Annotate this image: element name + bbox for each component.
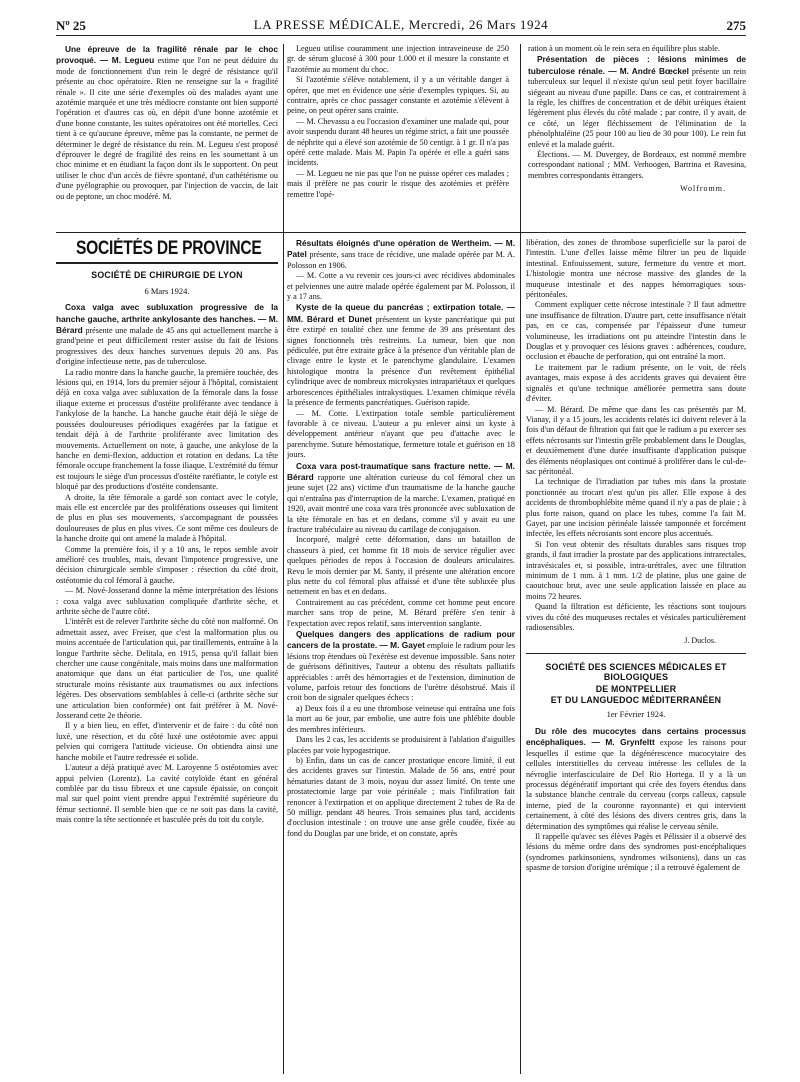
paragraph-text: L'auteur a déjà pratiqué avec M. Laroyenne 5 ostéotomies avec appui pelvien (Lorentz). La cavité cotyloïde étant en général comblée par du tissu fibreux et une capsule épaissie, on conçoit mal sur quel point vient prendre appui l'extrémité supérieure du fémur sectionné. Il semble bien que ce ne soit pas dans la cavité, mais contre la tête sectionnée et basculée près du toit du cotyle.: [56, 763, 278, 825]
issue-number: Nº 25: [56, 18, 86, 33]
paragraph-text: emploie le radium pour les lésions trop étendues où l'exérèse est devenue impossible. Sans noter de guérisons définitives, l'auteur a obtenu des résultats palliatifs appréciables : arrêt des hémorragies et de l'extension, diminution de volume, parfois retour des fonctions de l'urètre désobstrué. Mais il croit bon de signaler quelques échecs :: [287, 641, 515, 703]
paragraph-text: rapporte une altération curieuse du col fémoral chez un jeune sujet (22 ans) victime d'un traumatisme de la hanche gauche qui n'entraîna pas d'interruption de la marche. L'examen, pratiqué en 1920, avait montré une coxa vara très prononcée avec subluxation de la tête fémorale en bas et en dedans, comme s'il y avait eu une fracture trabéculaire au niveau du cartilage de conjugaison.: [287, 472, 515, 534]
paragraph: [287, 735, 515, 756]
bottom-column-3: [526, 238, 746, 1076]
column-rule: [283, 44, 284, 1074]
paragraph-text: présente, sans trace de récidive, une malade opérée par M. A. Polosson en 1906.: [287, 250, 515, 270]
paragraph: [56, 586, 278, 617]
paragraph-text: Incorporé, malgré cette déformation, dans un bataillon de chasseurs à pied, cet homme fit 18 mois de service régulier avec quelques périodes de repos à l'occasion de douleurs articulaires. Revu le mois dernier par M. Santy, il présente une altération encore plus nette du col fémoral plus affaissé et d'une tête subluxée plus nettement en bas et en dedans.: [287, 535, 515, 597]
paragraph-text: Si l'azotémie s'élève notablement, il y a un véritable danger à opérer, que met en évidence une série d'exemples typiques. Si, au contraire, après ce choc passager constante et azotémie s'élèvent à peine, on peut opérer sans crainte.: [287, 75, 509, 116]
paragraph: [56, 44, 278, 202]
lyon-society-title: SOCIÉTÉ DE CHIRURGIE DE LYON: [91, 270, 243, 281]
paragraph: [526, 405, 746, 478]
paragraph-text: Contrairement au cas précédent, comme cet homme peut encore marcher sans trop de peine, M. Bérard préfère s'en tenir à l'expectation avec repos relatif, sans intervention sanglante.: [287, 597, 515, 628]
column-rule: [520, 44, 521, 1074]
paragraph-heading: Coxa vara post-traumatique sans fracture nette. — M. Bérard: [287, 460, 515, 482]
paragraph-text: présentent un kyste pancréatique qui put être extirpé en totalité chez une femme de 39 ans présentant des signes fonctionnels très restreints. La tumeur, bien que non pédiculée, put être extraite grâce à la présence d'un véritable plan de clivage entre le kyste et le parenchyme glandulaire. L'examen histologique montra la présence d'un revêtement épithélial cylindrique avec de nombreux microkystes intrapariétaux et quelques arborescences épithéliales intrakystiques. L'examen chimique révéla la présence de ferments pancréatiques. Guérison rapide.: [287, 314, 515, 408]
paragraph: [287, 409, 515, 461]
societes-de-province-title: SOCIÉTÉS DE PROVINCE: [75, 238, 262, 259]
paragraph-text: Il y a bien lieu, en effet, d'intervenir et de faire : du côté non luxé, une résection, et du côté luxé une ostéotomie avec appui pelvien qui corrigera l'attitude vicieuse. On obtiendra ainsi une hanche mobile et l'autre redressée et solide.: [56, 721, 278, 762]
paragraph-text: Dans les 2 cas, les accidents se produisirent à l'ablation d'aiguilles placées par voie hypogastrique.: [287, 735, 515, 755]
paragraph-text: Comment expliquer cette nécrose intestinale ? Il faut admettre une insuffisance de filtration. D'autre part, cette insuffisance n'était pas, en ce cas, compensée par l'épaisseur d'une tumeur volumineuse, les irradiations ont pu atteindre l'intestin dans le Douglas et y provoquer ces lésions graves : adhérences, coudure, occlusion et ébauche de perforation, qui ont entraîné la mort.: [526, 300, 746, 362]
paragraph: [287, 535, 515, 597]
paragraph: [287, 598, 515, 629]
journal-title: LA PRESSE MÉDICALE, Mercredi, 26 Mars 1924: [253, 17, 549, 32]
paragraph-text: Il rappelle qu'avec ses élèves Pagès et Pélissier il a observé des lésions du même ordre dans des syndromes post-encéphaliques (syndromes parkinsoniens, syndromes wilsoniens), dans un cas spasme de torsion d'origine urémique ; il a retrouvé également de: [526, 831, 746, 873]
section-divider: [521, 232, 746, 233]
paragraph-text: libération, des zones de thrombose superficielle sur la paroi de l'intestin. L'une d'elles laisse même filtrer un peu de liquide intestinal. Enfouissement, suture, fermeture du ventre et mort. L'histologie montra une nécrose massive des glandes de la muqueuse intestinale et des nappes hémorragiques sous-péritonéales.: [526, 238, 746, 300]
paragraph-text: Élections. — M. Duvergey, de Bordeaux, est nommé membre correspondant national ; MM. Verhoogen, Bartrina et Ravesina, membres correspondants étrangers.: [528, 150, 746, 180]
title-rule: [56, 262, 278, 264]
paragraph-text: — M. Legueu ne nie pas que l'on ne puisse opérer ces malades ; mais il préfère ne pas courir le risque des azotémies et préfère remettre l'opé-: [287, 168, 509, 199]
montpellier-society-title-2: DE MONTPELLIER: [595, 683, 677, 694]
paragraph: [526, 238, 746, 300]
section-divider: [284, 232, 520, 233]
paragraph-heading: Kyste de la queue du pancréas ; extirpation totale. — MM. Bérard et Dunet: [287, 302, 515, 324]
paragraph: [56, 493, 278, 545]
paragraph: [287, 302, 515, 408]
paragraph: [287, 117, 509, 169]
bottom-column-2: [287, 238, 515, 1076]
paragraph-heading: Présentation de pièces : lésions minimes de tuberculose rénale. — M. André Bœckel: [528, 54, 746, 76]
paragraph: [526, 300, 746, 362]
bottom-column-1: [56, 238, 278, 1076]
paragraph: [287, 756, 515, 839]
paragraph: [56, 763, 278, 825]
paragraph-text: A droite, la tête fémorale a gardé son contact avec le cotyle, mais elle est encerclée par des proliférations osseuses qui limitent de plus en plus ses mouvements, s'accompagnant de poussées douloureuses de plus en plus vives. Ce sont même ces douleurs de la hanche droite qui ont amené la malade à l'hôpital.: [56, 492, 278, 544]
paragraph-text: Legueu utilise couramment une injection intraveineuse de 250 gr. de sérum glucosé à 300 pour 1.000 et il mesure la constante et l'azotémie au moment du choc.: [287, 44, 509, 74]
paragraph: [56, 368, 278, 493]
paragraph: [526, 602, 746, 633]
paragraph: [56, 302, 278, 367]
section-rule: [526, 653, 746, 654]
paragraph: [526, 726, 746, 832]
paragraph-text: L'intérêt est de relever l'arthrite sèche du côté non malformé. On admettait assez, avec Freiser, que c'est la malformation plus ou moins accentuée de l'articulation qui, par tiraillements, entraîne à la longue l'arthrite sèche. Delitala, en 1915, pensa qu'il fallait bien chercher une cause congénitale, mais moins dans une malformation anatomique que dans un état particulier de l'os, une qualité structurale moins résistante aux traumatismes ou aux infections légères. Des observations semblables à celle-ci (arthrite sèche sur une articulation bien conformée) ont fait préférer à M. Nové-Josserand cette 2e théorie.: [56, 617, 278, 721]
lyon-session-date: 6 Mars 1924.: [144, 285, 190, 296]
paragraph: [287, 271, 515, 302]
paragraph-text: expose les raisons pour lesquelles il estime que la dégénérescence mucocytaire des cellules interstitielles du cerveau intéresse les cellules de la névroglie interfasciculaire de Del Rio Hortega. Il y a là un processus dégénératif important qui crée des foyers étendus dans la substance blanche centrale du cerveau (corps calleux, capsule interne, pied de la couronne rayonnante) et qui intervient certainement, à côté des lésions des divers centres gris, dans la détermination des symptômes qui réalise le cerveau sénile.: [526, 738, 746, 831]
paragraph-text: Quand la filtration est déficiente, les réactions sont toujours vives du côté des muqueuses rectales et vésicales particulièrement radiosensibles.: [526, 602, 746, 633]
paragraph: [528, 54, 746, 150]
paragraph: [56, 545, 278, 587]
paragraph: [526, 540, 746, 602]
signature-wolfromm: Wolfromm.: [680, 184, 726, 194]
top-column-2: [287, 44, 509, 264]
paragraph-text: — M. Nové-Josserand donne la même interprétation des lésions : coxa valga avec subluxation compliquée d'arthrite sèche, et arthrite sèche de l'autre côté.: [56, 586, 278, 616]
page-header: [56, 14, 746, 36]
montpellier-society-title-1: SOCIÉTÉ DES SCIENCES MÉDICALES ET BIOLOGIQUES: [545, 661, 727, 683]
signature-duclos: J. Duclos.: [684, 636, 716, 646]
paragraph-heading: Quelques dangers des applications de radium pour cancers de la prostate. — M. Gayet: [287, 629, 515, 651]
paragraph: [56, 617, 278, 721]
paragraph: [528, 44, 746, 54]
paragraph-text: — M. Bérard. De même que dans les cas présentés par M. Vianay, il y a 15 jours, les accidents relatés ici doivent relever à la fois d'un défaut de filtration qui fait que le radium a pu exercer ses effets nécrosants sur l'intestin grêle probablement dans le Douglas, et deuxièmement d'une durée insuffisante d'application puisque des éléments néoplasiques ont continué à proliférer dans le cul-de-sac péritonéal.: [526, 404, 746, 476]
montpellier-session-date: 1er Février 1924.: [606, 709, 666, 720]
top-column-1: [56, 44, 278, 264]
paragraph-text: Comme la première fois, il y a 10 ans, le repos semble avoir amélioré ces troubles, mais, devant l'impotence progressive, une décision chirurgicale semble s'imposer : résection du côté droit, ostéotomie du col fémoral à gauche.: [56, 544, 278, 585]
section-divider: [56, 232, 283, 233]
paragraph: [287, 75, 509, 117]
paragraph-text: Le traitement par le radium présente, on le voit, de réels avantages, mais expose à des accidents graves qui devaient être signalés et qu'une technique améliorée permettra sans doute d'éviter.: [526, 362, 746, 404]
paragraph: [526, 832, 746, 874]
paragraph: [56, 721, 278, 763]
paragraph-text: ration à un moment où le rein sera en équilibre plus stable.: [528, 44, 720, 53]
paragraph: [526, 363, 746, 405]
paragraph-heading: Résultats éloignés d'une opération de Wertheim. — M. Patel: [287, 238, 515, 260]
paragraph-text: — M. Cotte a vu revenir ces jours-ci avec récidives abdominales et pelviennes une autre malade opérée également par M. Polosson, il y a 17 ans.: [287, 271, 515, 302]
paragraph-text: Si l'on veut obtenir des résultats durables sans risques trop grands, il faut irradier la prostate par des applications intrarectales, intravésicales et, si possible, intra-urétrales, avec une filtration minimum de 1 mm. à 1 mm. 1/2 de platine, plus une gaine de caoutchouc brut, avec une seule application laissée en place au moins 72 heures.: [526, 539, 746, 601]
paragraph: [528, 150, 746, 181]
paragraph-text: estime que l'on ne peut déduire du mode de fonctionnement d'un rein le degré de résistance qu'il présente au choc opératoire. Rien ne renseigne sur la « fragilité rénale ». Il cite une série d'exemples où des malades ayant une azotémie marquée et une très médiocre constante ont bien supporté l'opération et d'autres cas où, en dépit d'une bonne azotémie et d'une bonne constante, les suites opératoires ont été mortelles. Ceci tient à ce qu'aucune épreuve, même pas la constante, ne permet de déterminer le degré de résistance du rein. M. Legueu s'est proposé d'éprouver le degré de fragilité des reins en les soumettant à un choc minime et en étudiant la façon dont ils le supportent. On peut utiliser le choc d'un accès de fièvre spontané, d'un cathétérisme ou d'une pyélographie ou provoquer, par l'injection de vaccin, de lait ou de peptone, un choc modéré. M.: [56, 56, 278, 201]
paragraph-text: La technique de l'irradiation par tubes mis dans la prostate ponctionnée au trocart n'est qu'un pis aller. Elle expose à des accidents de thrombophlébite même quand il n'y a pas de plaie ; à plus forte raison, quand on place les tubes, comme l'a fait M. Gayet, par une incision périnéale laissée tamponnée et forcément infectée, les effets nécrosants sont encore plus accentués.: [526, 477, 746, 539]
paragraph-text: La radio montre dans la hanche gauche, la première touchée, des lésions qui, en 1914, lors du premier séjour à l'hôpital, consistaient déjà en coxa valga avec subluxation de la fémorale dans la fosse iliaque externe et processus d'ostéite proliférante avec tendance à l'ankylose de la hanche. La hanche gauche était déjà le siège de poussées douloureuses périodiques exagérées par la fatigue et tendait déjà à de l'arthrite proliférante avec limitation des mouvements. Actuellement on note, à gauche, une ankylose de la hanche en demi-flexion, adduction et rotation en dedans. La tête fémorale occupe franchement la fosse iliaque. L'extrémité du fémur est toujours le siège d'un processus d'ostéite raréfiante, le cotyle est bloqué par des productions d'ostéite condensante.: [56, 367, 278, 492]
paragraph: [287, 238, 515, 271]
paragraph: [287, 629, 515, 704]
paragraph: [287, 169, 509, 200]
paragraph-text: présente un rein tuberculeux sur lequel il n'existe qu'un seul petit foyer bacillaire siégeant au niveau d'une papille. Dans ce cas, et contrairement à la règle, les chiffres de concentration et de débit uréiques étaient légèrement plus élevés du côté malade ; par contre, il y avait, de ce côté, un léger fléchissement de l'élimination de la phénolphtaléine (25 pour 100 au lieu de 30 pour 100). Le rein fut enlevé et la malade guérit.: [528, 66, 746, 149]
paragraph-text: — M. Cotte. L'extirpation totale semble particulièrement favorable à ce niveau. L'auteur a pu enlever ainsi un kyste à développement antérieur n'ayant que peu d'attache avec le parenchyme. Suture hémostatique, fermeture totale et guérison en 18 jours.: [287, 408, 515, 460]
paragraph: [287, 704, 515, 735]
paragraph-text: — M. Chevassu a eu l'occasion d'examiner une malade qui, pour avoir suspendu durant 48 heures un régime strict, a fait une poussée de néphrite qui a élevé son azotémie de 50 centigr. à 1 gr. Il n'a pas opéré cette malade. Mais M. Papin l'a opérée et elle a guéri sans incidents.: [287, 116, 509, 168]
paragraph: [287, 461, 515, 536]
paragraph-heading: Coxa valga avec subluxation progressive de la hanche gauche, arthrite ankylosante des hanches. — M. Bérard: [56, 302, 278, 336]
paragraph-heading: Du rôle des mucocytes dans certains processus encéphaliques. — M. Grynfeltt: [526, 725, 746, 748]
page-number: 275: [726, 18, 746, 33]
paragraph-text: a) Deux fois il a eu une thrombose veineuse qui entraîna une fois la mort au 6e jour, par embolie, une autre fois une phlébite double des membres inférieurs.: [287, 703, 515, 734]
paragraph: [526, 477, 746, 539]
montpellier-society-title-3: ET DU LANGUEDOC MÉDITERRANÉEN: [550, 695, 722, 706]
paragraph-text: b) Enfin, dans un cas de cancer prostatique encore limité, il eut des accidents graves sur l'intestin. Malade de 56 ans, entré pour hématuries datant de 3 mois, noyau dur assez limité. On tente une prostatectomie large par voie périnéale ; mais l'infiltration fait renoncer à l'extirpation et on applique directement 2 tubes de Ra de 50 milligr. pendant 48 heures. Trois semaines plus tard, accidents d'occlusion intestinale : on trouve une anse grêle coudée, fixée au fond du Douglas par une bride, et on constate, après: [287, 755, 515, 838]
paragraph: [287, 44, 509, 75]
paragraph-text: présente une malade de 45 ans qui actuellement marche à grand'peine et peut difficilement rester assise du fait de lésions progressives des deux hanches survenues depuis 20 ans. Pas d'origine infectieuse nette, pas de tuberculose.: [56, 326, 278, 367]
paragraph-heading: Une épreuve de la fragilité rénale par le choc provoqué. — M. Legueu: [56, 44, 278, 66]
